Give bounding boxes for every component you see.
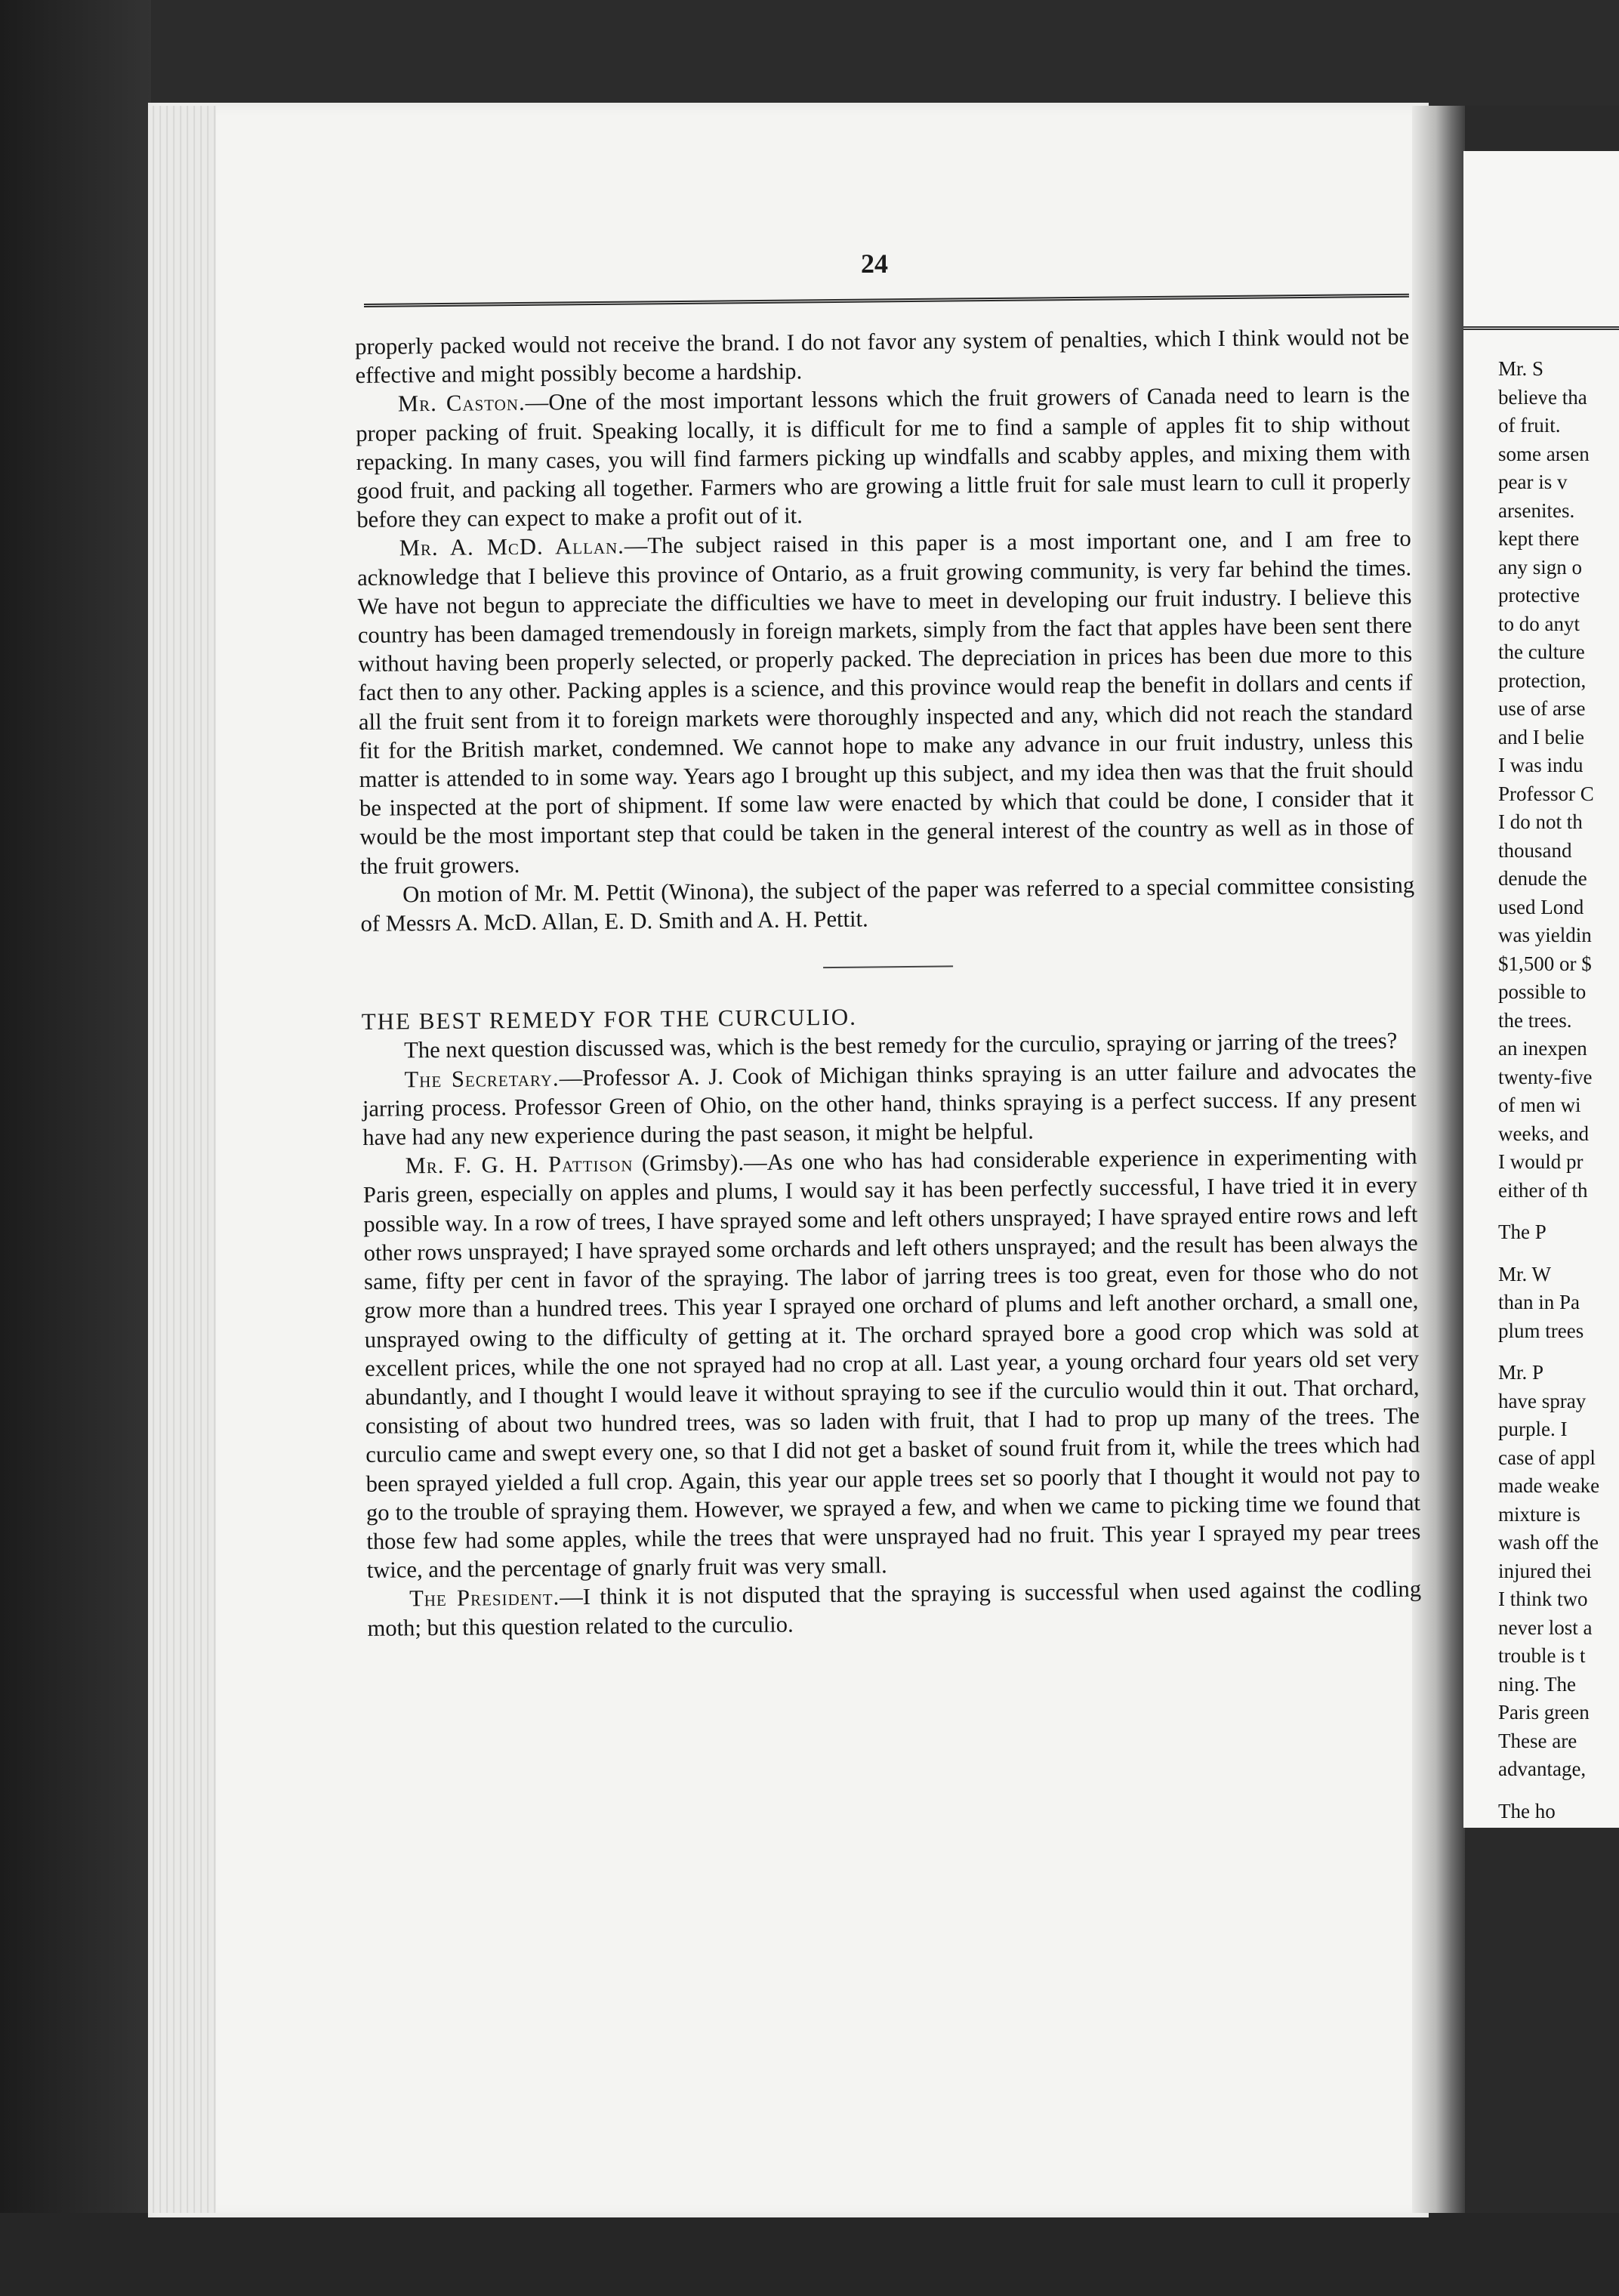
adjacent-page-line: injured thei — [1498, 1559, 1592, 1582]
speaker-name: The Secretary. — [404, 1065, 560, 1093]
adjacent-page-line: twenty-five — [1498, 1065, 1593, 1088]
page-number: 24 — [861, 248, 888, 279]
adjacent-page-line: possible to — [1498, 980, 1587, 1003]
adjacent-page-line: case of appl — [1498, 1446, 1596, 1469]
adjacent-page-line: an inexpen — [1498, 1037, 1587, 1060]
paragraph — [355, 322, 1410, 390]
adjacent-page-line: pear is v — [1498, 471, 1568, 493]
page-edges — [148, 106, 216, 2213]
paragraph — [362, 1055, 1417, 1152]
adjacent-page-line: the culture — [1498, 640, 1585, 663]
adjacent-page-line: mixture is — [1498, 1502, 1580, 1526]
paragraph-text: The next question discussed was, which is the best remedy for the curculio, spraying or jarring of the trees? — [403, 1028, 1398, 1063]
adjacent-page-line: I think two — [1498, 1588, 1588, 1610]
paragraph — [360, 870, 1415, 938]
text-column — [355, 322, 1422, 1643]
paragraph-text: On motion of Mr. M. Pettit (Winona), the subject of the paper was referred to a special committee consisting of Messrs A. McD. Allan, E. D. Smith and A. H. Pettit. — [360, 872, 1415, 937]
adjacent-page-line: some arsen — [1498, 442, 1590, 465]
adjacent-page-line: protective — [1498, 584, 1580, 606]
paragraph-text: —One of the most important lessons which the fruit growers of Canada need to learn is the proper packing of fruit. Speaking locally, it is difficult for me to find a sample of apples fit to ship without repacking. In many cases, you will find farmers picking up windfalls and scabby apples, and mixing them with good fruit, and packing all together. Farmers who are growing a little fruit for sale must learn to cull it properly before they can expect to make a profit out of it. — [356, 381, 1411, 533]
adjacent-page-rule — [1463, 326, 1619, 330]
adjacent-page-line: advantage, — [1498, 1757, 1587, 1780]
adjacent-page-line: denude the — [1498, 867, 1587, 890]
adjacent-page-line: to do anyt — [1498, 612, 1580, 635]
paragraph — [357, 524, 1414, 881]
adjacent-page-line: weeks, and — [1498, 1122, 1589, 1145]
adjacent-page-line: either of th — [1498, 1178, 1588, 1202]
paragraph — [367, 1575, 1422, 1643]
paragraph — [362, 1142, 1420, 1585]
paragraph-text: —I think it is not disputed that the spraying is successful when used against the codling moth; but this question related to the curculio. — [367, 1575, 1422, 1641]
paragraph — [356, 380, 1411, 534]
adjacent-page-line: plum trees — [1498, 1319, 1584, 1342]
adjacent-page — [1463, 151, 1619, 1828]
adjacent-page-line: of men wi — [1498, 1094, 1581, 1116]
adjacent-page-line: I do not th — [1498, 810, 1583, 833]
adjacent-page-line: ning. The — [1498, 1672, 1576, 1696]
adjacent-page-line: protection, — [1498, 668, 1587, 692]
adjacent-page-line: The ho — [1498, 1799, 1556, 1822]
adjacent-page-line: Paris green — [1498, 1701, 1590, 1724]
paragraph-text: —Professor A. J. Cook of Michigan thinks spraying is an utter failure and advocates the jarring process. Professor Green of Ohio, on the other hand, thinks spraying is a perfect success. If any present have had any new experience during the past season, it might be helpful. — [362, 1057, 1417, 1151]
section-divider — [823, 966, 953, 969]
adjacent-page-line: use of arse — [1498, 697, 1586, 720]
adjacent-page-line: Mr. W — [1498, 1262, 1552, 1285]
adjacent-page-line: The P — [1498, 1221, 1547, 1243]
adjacent-page-line: any sign o — [1498, 555, 1582, 579]
adjacent-page-line: I would pr — [1498, 1150, 1584, 1173]
paragraph-text: (Grimsby).—As one who has had considerable experience in experimenting with Paris green, especially on apples and plums, I would say it has been perfectly successful, I have tried it in every possible way. In a row of trees, I have sprayed some and left others unsprayed; I have sprayed entire rows and left other rows unsprayed; I have sprayed some orchards and left others unsprayed; and the result has been always the same, fifty per cent in favor of the spraying. The labor of jarring trees is too great, even for those who do not grow more than a hundred trees. This year I sprayed one orchard of plums and left another orchard, a small one, unsprayed owing to the difficulty of getting at it. The orchard sprayed bore a good crop which was sold at excellent prices, while the one not sprayed had no crop at all. Last year, a young orchard four years old set very abundantly, and I thought I would leave it without spraying to see if the curculio would thin it out. That orchard, consisting of about two hundred trees, was so laden with fruit, that I had to prop up many of the trees. The curculio came and swept every one, so that I did not get a basket of sound fruit from it, while the trees which had been sprayed yielded a full crop. Again, this year our apple trees set so poorly that I thought it would not pay to go to the trouble of spraying them. However, we sprayed a few, and when we came to picking time we found that those few had some apples, while the trees that were unsprayed had no fruit. This year I sprayed my pear trees twice, and the percentage of gnarly fruit was very small. — [362, 1143, 1421, 1584]
speaker-name: Mr. Caston. — [397, 390, 526, 417]
speaker-name: Mr. A. McD. Allan. — [399, 533, 624, 561]
adjacent-page-line: trouble is t — [1498, 1644, 1586, 1667]
adjacent-page-line: purple. I — [1498, 1418, 1568, 1440]
adjacent-page-line: and I belie — [1498, 725, 1584, 748]
adjacent-page-line: thousand — [1498, 838, 1572, 862]
paragraphs-before-heading — [355, 322, 1415, 939]
adjacent-page-line: believe tha — [1498, 385, 1587, 409]
adjacent-page-line: $1,500 or $ — [1498, 952, 1592, 975]
adjacent-page-line: of fruit. — [1498, 414, 1561, 437]
adjacent-page-line: wash off the — [1498, 1531, 1599, 1554]
adjacent-page-line: the trees. — [1498, 1008, 1572, 1032]
paragraphs-after-heading — [362, 1026, 1422, 1643]
scanner-background-top — [0, 0, 1619, 106]
adjacent-page-line: Mr. S — [1498, 357, 1544, 380]
paragraph-text: properly packed would not receive the brand. I do not favor any system of penalties, which I think would not be effective and might possibly become a hardship. — [355, 323, 1410, 389]
paragraph-text: —The subject raised in this paper is a most important one, and I am free to acknowledge that I believe this province of Ontario, as a fruit growing community, is very far behind the times. We have not begun to appreciate the difficulties we have to meet in developing our fruit industry. I believe this country has been damaged tremendously in foreign markets, simply from the fact that apples have been sent there without having been properly selected, or properly packed. The depreciation in prices has been due more to this fact then to any other. Packing apples is a science, and this province would reap the benefit in dollars and cents if all the fruit sent from it to foreign markets were thoroughly inspected and any, which did not reach the standard fit for the British market, condemned. We cannot hope to make any advance in our fruit industry, unless this matter is attended to in some way. Years ago I brought up this subject, and my idea then was that the fruit should be inspected at the port of shipment. If some law were enacted by which that could be done, I consider that it would be the most important step that could be taken in the general interest of the country as well as in those of the fruit growers. — [356, 526, 1414, 879]
adjacent-page-line: arsenites. — [1498, 498, 1575, 522]
adjacent-page-text — [1498, 355, 1619, 1825]
scanner-background-left — [0, 0, 151, 2296]
scanner-background-bottom — [0, 2213, 1619, 2296]
section-heading: THE BEST REMEDY FOR THE CURCULIO. — [361, 1003, 858, 1035]
adjacent-page-line: These are — [1498, 1729, 1577, 1752]
adjacent-page-line: than in Pa — [1498, 1291, 1580, 1313]
adjacent-page-line: kept there — [1498, 527, 1580, 550]
speaker-name: Mr. F. G. H. Pattison — [405, 1150, 634, 1179]
speaker-name: The President. — [409, 1584, 560, 1612]
adjacent-page-line: made weake — [1498, 1474, 1600, 1497]
adjacent-page-line: I was indu — [1498, 754, 1584, 776]
adjacent-page-line: was yieldin — [1498, 924, 1592, 946]
adjacent-page-line: Mr. P — [1498, 1361, 1544, 1384]
adjacent-page-line: used Lond — [1498, 895, 1584, 918]
book-gutter-shadow — [1412, 106, 1465, 2213]
adjacent-page-line: Professor C — [1498, 782, 1594, 805]
adjacent-page-line: never lost a — [1498, 1616, 1593, 1639]
adjacent-page-line: have spray — [1498, 1389, 1587, 1412]
